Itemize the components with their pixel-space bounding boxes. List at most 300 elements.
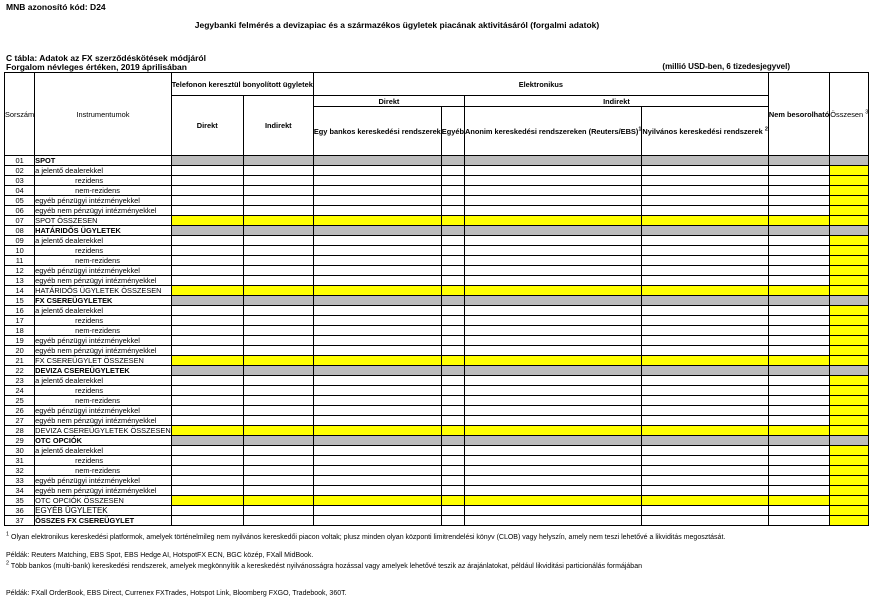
- data-cell[interactable]: [830, 276, 869, 286]
- data-cell[interactable]: [768, 426, 829, 436]
- data-cell[interactable]: [441, 426, 464, 436]
- data-cell[interactable]: [171, 206, 243, 216]
- data-cell[interactable]: [441, 296, 464, 306]
- data-cell[interactable]: [441, 246, 464, 256]
- data-cell[interactable]: [441, 276, 464, 286]
- data-cell[interactable]: [768, 296, 829, 306]
- data-cell[interactable]: [243, 216, 313, 226]
- data-cell[interactable]: [243, 296, 313, 306]
- data-cell[interactable]: [464, 226, 641, 236]
- data-cell[interactable]: [313, 406, 441, 416]
- data-cell[interactable]: [313, 236, 441, 246]
- data-cell[interactable]: [642, 226, 769, 236]
- data-cell[interactable]: [464, 436, 641, 446]
- data-cell[interactable]: [830, 406, 869, 416]
- data-cell[interactable]: [313, 256, 441, 266]
- data-cell[interactable]: [243, 436, 313, 446]
- data-cell[interactable]: [171, 336, 243, 346]
- data-cell[interactable]: [243, 346, 313, 356]
- data-cell[interactable]: [171, 396, 243, 406]
- data-cell[interactable]: [171, 246, 243, 256]
- data-cell[interactable]: [441, 416, 464, 426]
- data-cell[interactable]: [768, 396, 829, 406]
- data-cell[interactable]: [642, 516, 769, 526]
- data-cell[interactable]: [830, 436, 869, 446]
- data-cell[interactable]: [464, 456, 641, 466]
- data-cell[interactable]: [642, 496, 769, 506]
- data-cell[interactable]: [171, 386, 243, 396]
- data-cell[interactable]: [313, 416, 441, 426]
- data-cell[interactable]: [313, 376, 441, 386]
- data-cell[interactable]: [243, 306, 313, 316]
- data-cell[interactable]: [171, 426, 243, 436]
- data-cell[interactable]: [464, 236, 641, 246]
- data-cell[interactable]: [768, 456, 829, 466]
- data-cell[interactable]: [313, 156, 441, 166]
- data-cell[interactable]: [171, 406, 243, 416]
- data-cell[interactable]: [830, 196, 869, 206]
- data-cell[interactable]: [243, 376, 313, 386]
- table-row: [5, 156, 869, 166]
- data-cell[interactable]: [313, 176, 441, 186]
- data-cell[interactable]: [313, 426, 441, 436]
- data-cell[interactable]: [441, 366, 464, 376]
- data-cell[interactable]: [441, 156, 464, 166]
- data-cell[interactable]: [768, 326, 829, 336]
- data-cell[interactable]: [768, 306, 829, 316]
- data-cell[interactable]: [441, 406, 464, 416]
- data-cell[interactable]: [642, 316, 769, 326]
- data-cell[interactable]: [243, 446, 313, 456]
- data-cell[interactable]: [441, 226, 464, 236]
- data-cell[interactable]: [464, 426, 641, 436]
- data-cell[interactable]: [171, 486, 243, 496]
- data-cell[interactable]: [768, 356, 829, 366]
- data-cell[interactable]: [441, 206, 464, 216]
- data-cell[interactable]: [243, 156, 313, 166]
- data-cell[interactable]: [464, 326, 641, 336]
- data-cell[interactable]: [830, 236, 869, 246]
- data-cell[interactable]: [464, 476, 641, 486]
- data-cell[interactable]: [171, 476, 243, 486]
- data-cell[interactable]: [441, 216, 464, 226]
- data-cell[interactable]: [642, 186, 769, 196]
- data-cell[interactable]: [243, 206, 313, 216]
- data-cell[interactable]: [243, 256, 313, 266]
- data-cell[interactable]: [313, 436, 441, 446]
- data-cell[interactable]: [313, 456, 441, 466]
- data-cell[interactable]: [313, 316, 441, 326]
- data-cell[interactable]: [642, 336, 769, 346]
- data-cell[interactable]: [441, 176, 464, 186]
- data-cell[interactable]: [642, 326, 769, 336]
- data-cell[interactable]: [768, 386, 829, 396]
- data-cell[interactable]: [243, 266, 313, 276]
- data-cell[interactable]: [768, 496, 829, 506]
- data-cell[interactable]: [768, 196, 829, 206]
- data-cell[interactable]: [243, 166, 313, 176]
- data-cell[interactable]: [768, 416, 829, 426]
- data-cell[interactable]: [441, 476, 464, 486]
- data-cell[interactable]: [464, 186, 641, 196]
- data-cell[interactable]: [830, 296, 869, 306]
- data-cell[interactable]: [830, 516, 869, 526]
- data-cell[interactable]: [768, 406, 829, 416]
- data-cell[interactable]: [313, 296, 441, 306]
- data-cell[interactable]: [642, 386, 769, 396]
- data-cell[interactable]: [768, 276, 829, 286]
- data-cell[interactable]: [768, 206, 829, 216]
- data-cell[interactable]: [313, 366, 441, 376]
- data-cell[interactable]: [642, 446, 769, 456]
- data-cell[interactable]: [768, 256, 829, 266]
- data-cell[interactable]: [313, 356, 441, 366]
- data-cell[interactable]: [313, 166, 441, 176]
- data-cell[interactable]: [830, 216, 869, 226]
- data-cell[interactable]: [243, 486, 313, 496]
- data-cell[interactable]: [464, 216, 641, 226]
- data-cell[interactable]: [768, 346, 829, 356]
- data-cell[interactable]: [464, 356, 641, 366]
- data-cell[interactable]: [642, 436, 769, 446]
- data-cell[interactable]: [441, 186, 464, 196]
- data-cell[interactable]: [768, 186, 829, 196]
- data-cell[interactable]: [313, 206, 441, 216]
- data-cell[interactable]: [642, 286, 769, 296]
- data-cell[interactable]: [313, 486, 441, 496]
- data-cell[interactable]: [313, 306, 441, 316]
- data-cell[interactable]: [642, 376, 769, 386]
- data-cell[interactable]: [243, 416, 313, 426]
- data-cell[interactable]: [464, 446, 641, 456]
- data-cell[interactable]: [243, 176, 313, 186]
- data-cell[interactable]: [830, 286, 869, 296]
- row-label: a jelentő dealerekkel: [35, 306, 172, 316]
- data-cell[interactable]: [243, 496, 313, 506]
- data-cell[interactable]: [642, 306, 769, 316]
- data-cell[interactable]: [642, 366, 769, 376]
- data-cell[interactable]: [441, 466, 464, 476]
- data-cell[interactable]: [441, 396, 464, 406]
- data-cell[interactable]: [768, 286, 829, 296]
- data-cell[interactable]: [313, 226, 441, 236]
- data-cell[interactable]: [243, 326, 313, 336]
- data-cell[interactable]: [171, 156, 243, 166]
- data-cell[interactable]: [830, 186, 869, 196]
- data-cell[interactable]: [830, 166, 869, 176]
- data-cell[interactable]: [441, 496, 464, 506]
- data-cell[interactable]: [830, 266, 869, 276]
- data-cell[interactable]: [464, 196, 641, 206]
- data-cell[interactable]: [830, 456, 869, 466]
- data-cell[interactable]: [313, 506, 441, 516]
- data-cell[interactable]: [243, 386, 313, 396]
- data-cell[interactable]: [243, 276, 313, 286]
- data-cell[interactable]: [830, 156, 869, 166]
- data-cell[interactable]: [171, 166, 243, 176]
- data-cell[interactable]: [171, 236, 243, 246]
- data-cell[interactable]: [243, 196, 313, 206]
- data-cell[interactable]: [830, 506, 869, 516]
- data-cell[interactable]: [830, 206, 869, 216]
- data-cell[interactable]: [642, 166, 769, 176]
- data-cell[interactable]: [171, 316, 243, 326]
- data-cell[interactable]: [441, 326, 464, 336]
- data-cell[interactable]: [642, 236, 769, 246]
- data-cell[interactable]: [441, 446, 464, 456]
- data-cell[interactable]: [830, 486, 869, 496]
- data-cell[interactable]: [243, 516, 313, 526]
- data-cell[interactable]: [642, 206, 769, 216]
- data-cell[interactable]: [830, 336, 869, 346]
- data-cell[interactable]: [313, 286, 441, 296]
- data-cell[interactable]: [441, 346, 464, 356]
- data-cell[interactable]: [441, 386, 464, 396]
- data-cell[interactable]: [768, 506, 829, 516]
- data-cell[interactable]: [441, 356, 464, 366]
- data-cell[interactable]: [171, 376, 243, 386]
- data-cell[interactable]: [642, 456, 769, 466]
- data-cell[interactable]: [243, 186, 313, 196]
- data-cell[interactable]: [441, 196, 464, 206]
- data-cell[interactable]: [171, 186, 243, 196]
- data-cell[interactable]: [171, 366, 243, 376]
- data-cell[interactable]: [171, 196, 243, 206]
- data-cell[interactable]: [464, 486, 641, 496]
- data-cell[interactable]: [830, 466, 869, 476]
- data-cell[interactable]: [171, 306, 243, 316]
- data-cell[interactable]: [171, 436, 243, 446]
- data-cell[interactable]: [768, 176, 829, 186]
- data-cell[interactable]: [464, 406, 641, 416]
- data-cell[interactable]: [830, 346, 869, 356]
- data-cell[interactable]: [313, 466, 441, 476]
- data-cell[interactable]: [642, 356, 769, 366]
- data-cell[interactable]: [830, 226, 869, 236]
- data-cell[interactable]: [171, 356, 243, 366]
- data-cell[interactable]: [464, 296, 641, 306]
- data-cell[interactable]: [464, 376, 641, 386]
- data-cell[interactable]: [171, 176, 243, 186]
- data-cell[interactable]: [642, 406, 769, 416]
- data-cell[interactable]: [171, 506, 243, 516]
- data-cell[interactable]: [313, 386, 441, 396]
- data-cell[interactable]: [313, 496, 441, 506]
- data-cell[interactable]: [830, 396, 869, 406]
- data-cell[interactable]: [768, 466, 829, 476]
- data-cell[interactable]: [243, 226, 313, 236]
- data-cell[interactable]: [642, 346, 769, 356]
- data-cell[interactable]: [464, 156, 641, 166]
- data-cell[interactable]: [830, 356, 869, 366]
- data-cell[interactable]: [441, 336, 464, 346]
- data-cell[interactable]: [243, 466, 313, 476]
- data-cell[interactable]: [441, 166, 464, 176]
- data-cell[interactable]: [642, 416, 769, 426]
- data-cell[interactable]: [313, 186, 441, 196]
- data-cell[interactable]: [830, 176, 869, 186]
- data-cell[interactable]: [464, 206, 641, 216]
- data-cell[interactable]: [830, 316, 869, 326]
- data-cell[interactable]: [464, 496, 641, 506]
- data-cell[interactable]: [441, 286, 464, 296]
- data-cell[interactable]: [464, 306, 641, 316]
- data-cell[interactable]: [171, 456, 243, 466]
- data-cell[interactable]: [830, 476, 869, 486]
- data-cell[interactable]: [313, 266, 441, 276]
- data-cell[interactable]: [830, 256, 869, 266]
- data-cell[interactable]: [464, 386, 641, 396]
- data-cell[interactable]: [171, 256, 243, 266]
- data-cell[interactable]: [243, 506, 313, 516]
- data-cell[interactable]: [313, 216, 441, 226]
- data-cell[interactable]: [441, 316, 464, 326]
- data-cell[interactable]: [768, 516, 829, 526]
- data-cell[interactable]: [313, 326, 441, 336]
- data-cell[interactable]: [171, 276, 243, 286]
- data-cell[interactable]: [642, 396, 769, 406]
- data-cell[interactable]: [768, 226, 829, 236]
- data-cell[interactable]: [768, 266, 829, 276]
- data-cell[interactable]: [642, 276, 769, 286]
- data-cell[interactable]: [464, 176, 641, 186]
- data-cell[interactable]: [243, 316, 313, 326]
- data-cell[interactable]: [464, 346, 641, 356]
- data-cell[interactable]: [441, 436, 464, 446]
- data-cell[interactable]: [243, 426, 313, 436]
- data-cell[interactable]: [171, 296, 243, 306]
- table-row: [5, 176, 869, 186]
- data-cell[interactable]: [768, 436, 829, 446]
- data-cell[interactable]: [830, 446, 869, 456]
- data-cell[interactable]: [464, 316, 641, 326]
- data-cell[interactable]: [642, 296, 769, 306]
- data-cell[interactable]: [313, 476, 441, 486]
- data-cell[interactable]: [441, 506, 464, 516]
- data-cell[interactable]: [441, 516, 464, 526]
- data-cell[interactable]: [243, 396, 313, 406]
- data-cell[interactable]: [441, 376, 464, 386]
- data-cell[interactable]: [441, 266, 464, 276]
- data-cell[interactable]: [768, 486, 829, 496]
- data-cell[interactable]: [768, 216, 829, 226]
- data-cell[interactable]: [313, 336, 441, 346]
- data-cell[interactable]: [464, 166, 641, 176]
- data-cell[interactable]: [243, 246, 313, 256]
- data-cell[interactable]: [464, 416, 641, 426]
- data-cell[interactable]: [642, 266, 769, 276]
- data-cell[interactable]: [313, 246, 441, 256]
- data-cell[interactable]: [441, 306, 464, 316]
- data-cell[interactable]: [642, 256, 769, 266]
- data-cell[interactable]: [313, 276, 441, 286]
- data-cell[interactable]: [642, 216, 769, 226]
- table-row: [5, 256, 869, 266]
- data-cell[interactable]: [642, 476, 769, 486]
- data-cell[interactable]: [768, 366, 829, 376]
- data-cell[interactable]: [313, 346, 441, 356]
- data-cell[interactable]: [171, 286, 243, 296]
- data-cell[interactable]: [768, 156, 829, 166]
- data-cell[interactable]: [830, 376, 869, 386]
- data-cell[interactable]: [441, 456, 464, 466]
- data-cell[interactable]: [830, 386, 869, 396]
- data-cell[interactable]: [768, 376, 829, 386]
- data-cell[interactable]: [830, 416, 869, 426]
- data-cell[interactable]: [642, 246, 769, 256]
- data-cell[interactable]: [441, 236, 464, 246]
- data-cell[interactable]: [313, 516, 441, 526]
- data-cell[interactable]: [464, 366, 641, 376]
- data-cell[interactable]: [768, 236, 829, 246]
- data-cell[interactable]: [243, 476, 313, 486]
- data-cell[interactable]: [243, 356, 313, 366]
- data-cell[interactable]: [642, 176, 769, 186]
- data-cell[interactable]: [830, 306, 869, 316]
- data-cell[interactable]: [464, 276, 641, 286]
- data-cell[interactable]: [464, 506, 641, 516]
- data-cell[interactable]: [243, 456, 313, 466]
- data-cell[interactable]: [441, 486, 464, 496]
- data-cell[interactable]: [642, 196, 769, 206]
- data-cell[interactable]: [243, 286, 313, 296]
- data-cell[interactable]: [830, 366, 869, 376]
- data-cell[interactable]: [830, 496, 869, 506]
- data-cell[interactable]: [768, 316, 829, 326]
- data-cell[interactable]: [464, 246, 641, 256]
- data-cell[interactable]: [171, 226, 243, 236]
- data-cell[interactable]: [171, 446, 243, 456]
- data-cell[interactable]: [243, 406, 313, 416]
- data-cell[interactable]: [642, 506, 769, 516]
- data-cell[interactable]: [464, 516, 641, 526]
- data-cell[interactable]: [243, 366, 313, 376]
- data-cell[interactable]: [171, 216, 243, 226]
- data-cell[interactable]: [171, 466, 243, 476]
- data-cell[interactable]: [642, 466, 769, 476]
- data-cell[interactable]: [171, 416, 243, 426]
- data-cell[interactable]: [464, 336, 641, 346]
- data-cell[interactable]: [768, 476, 829, 486]
- data-cell[interactable]: [313, 196, 441, 206]
- data-cell[interactable]: [642, 426, 769, 436]
- data-cell[interactable]: [464, 396, 641, 406]
- data-cell[interactable]: [642, 486, 769, 496]
- data-cell[interactable]: [171, 496, 243, 506]
- data-cell[interactable]: [243, 236, 313, 246]
- data-cell[interactable]: [171, 326, 243, 336]
- data-cell[interactable]: [243, 336, 313, 346]
- data-cell[interactable]: [313, 396, 441, 406]
- data-cell[interactable]: [768, 166, 829, 176]
- data-cell[interactable]: [441, 256, 464, 266]
- data-cell[interactable]: [171, 266, 243, 276]
- data-cell[interactable]: [768, 336, 829, 346]
- data-cell[interactable]: [642, 156, 769, 166]
- data-cell[interactable]: [768, 446, 829, 456]
- data-cell[interactable]: [830, 246, 869, 256]
- data-cell[interactable]: [830, 326, 869, 336]
- data-cell[interactable]: [464, 266, 641, 276]
- data-cell[interactable]: [171, 346, 243, 356]
- data-cell[interactable]: [171, 516, 243, 526]
- data-cell[interactable]: [464, 286, 641, 296]
- data-cell[interactable]: [464, 256, 641, 266]
- data-cell[interactable]: [313, 446, 441, 456]
- data-cell[interactable]: [464, 466, 641, 476]
- data-cell[interactable]: [830, 426, 869, 436]
- data-cell[interactable]: [768, 246, 829, 256]
